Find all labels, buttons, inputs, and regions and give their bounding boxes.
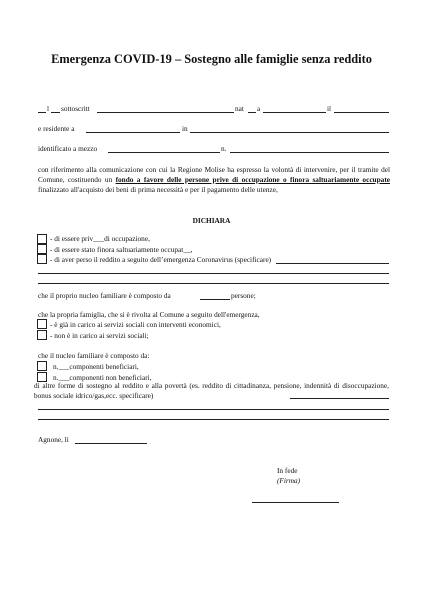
date-field[interactable] (75, 443, 147, 444)
il-label: il (327, 104, 332, 113)
checkbox-beneficiaries[interactable] (37, 361, 47, 371)
signature-line[interactable] (252, 502, 339, 503)
lost-income-spec-3[interactable] (38, 283, 389, 284)
household-size-field[interactable] (200, 299, 230, 300)
famiglia-intro: che la propria famiglia, che si è rivolta al Comune a seguito dell'emergenza, (38, 310, 260, 319)
document-number-field[interactable] (230, 152, 389, 153)
address-field[interactable] (190, 132, 389, 133)
place-label: Agnone, lì (38, 435, 69, 444)
other-support-spec-1[interactable] (290, 398, 389, 399)
firma-label: (Firma) (277, 476, 301, 485)
option-in-social-care: - è già in carico ai servizi sociali con interventi economici, (50, 320, 221, 329)
lost-income-spec-1[interactable] (276, 263, 389, 264)
name-field[interactable] (97, 112, 234, 113)
nat-label: nat (235, 104, 244, 113)
n-label: n. (221, 144, 227, 153)
salutation-blank[interactable] (38, 112, 46, 113)
birthdate-field[interactable] (334, 112, 389, 113)
option-non-beneficiaries: n.___componenti non beneficiari, (53, 373, 152, 382)
residence-field[interactable] (86, 132, 180, 133)
option-lost-income: - di aver perso il reddito a seguito dell’emergenza Coronavirus (specificare) (50, 255, 272, 264)
option-occasional: - di essere stato finora saltuariamente occupat__, (50, 245, 193, 254)
checkbox-lost-income[interactable] (37, 254, 47, 264)
intro-fund-text: fondo a favore delle persone prive di occupazione o finora saltuariamente occupate (115, 175, 390, 184)
altre-forme-label: di altre forme di sostegno al reddito e alla povertà (es. reddito di cittadinanza, pensione, indennità di disoccupazione, bonus sociale idrico/gas,ecc. specificare) (34, 381, 389, 400)
other-support-spec-2[interactable] (38, 409, 389, 410)
nucleo-label: che il proprio nucleo familiare è composto da (38, 291, 171, 300)
in-fede-label: In fede (277, 466, 298, 475)
intro-text-1: con riferimento alla comunicazione con cui la Regione Molise ha espresso la volontà di intervenire, per il tramite del Comune, costituendo un (38, 165, 390, 184)
other-support-spec-3[interactable] (38, 419, 389, 420)
pronoun-l: l (47, 104, 50, 113)
checkbox-in-social-care[interactable] (37, 319, 47, 329)
lost-income-spec-2[interactable] (38, 273, 389, 274)
document-title: Emergenza COVID-19 – Sostegno alle famiglie senza reddito (51, 52, 372, 66)
residente-label: e residente a (38, 124, 75, 133)
checkbox-unemployed[interactable] (37, 234, 47, 244)
a-label: a (257, 104, 261, 113)
option-not-in-social-care: - non è in carico ai servizi sociali; (50, 331, 149, 340)
option-unemployed: - di essere priv___di occupazione, (50, 234, 150, 243)
persone-label: persone; (231, 291, 256, 300)
nat-gender-blank[interactable] (248, 112, 256, 113)
checkbox-occasional[interactable] (37, 244, 47, 254)
document-type-field[interactable] (108, 152, 220, 153)
intro-paragraph (38, 165, 390, 195)
sottoscritt-label: sottoscritt (61, 104, 90, 113)
dichiara-heading: DICHIARA (192, 216, 231, 225)
checkbox-not-in-social-care[interactable] (37, 330, 47, 340)
option-beneficiaries: n.___componenti beneficiari, (53, 362, 139, 371)
composto-intro: che il nucleo familiare è composto da: (38, 351, 150, 360)
in-label: in (182, 124, 188, 133)
intro-text-2: finalizzato all'acquisto dei beni di prima necessità e per il pagamento delle utenze, (38, 185, 278, 194)
identificato-label: identificato a mezzo (38, 144, 98, 153)
birthplace-field[interactable] (263, 112, 326, 113)
gender-blank[interactable] (51, 112, 60, 113)
